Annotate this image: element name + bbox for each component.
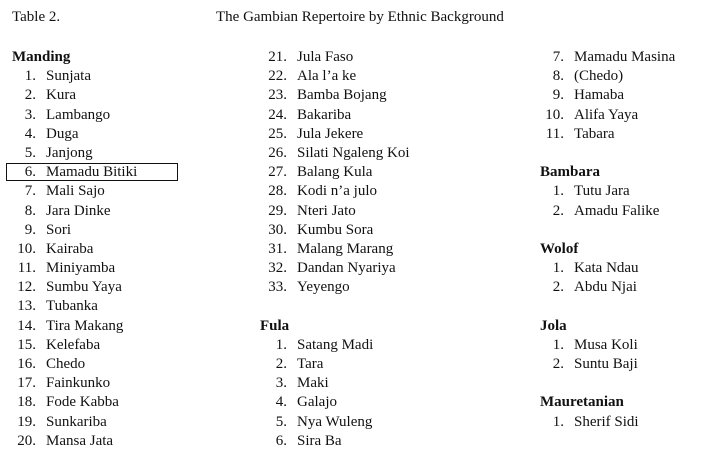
group-heading: Jola <box>540 317 567 334</box>
item-number: 3. <box>275 375 287 392</box>
list-item <box>12 317 137 336</box>
item-number: 23. <box>268 87 287 104</box>
item-name: Bamba Bojang <box>297 87 387 104</box>
item-number: 5. <box>275 413 287 430</box>
list-item <box>260 163 410 182</box>
column-3 <box>540 48 675 432</box>
list-item <box>12 374 137 393</box>
item-number: 5. <box>24 144 36 161</box>
item-number: 4. <box>24 125 36 142</box>
item-name: Kelefaba <box>46 336 101 353</box>
item-name: Amadu Falike <box>574 202 660 219</box>
item-number: 1. <box>552 336 564 353</box>
item-number: 2. <box>552 356 564 372</box>
list-item <box>540 67 675 86</box>
item-name: Duga <box>46 125 79 142</box>
item-number: 1. <box>275 336 287 353</box>
group-heading: Bambara <box>540 164 600 181</box>
item-number: 1. <box>552 183 564 200</box>
group-heading: Manding <box>12 49 71 65</box>
list-item <box>12 67 137 86</box>
item-number: 27. <box>268 164 287 181</box>
item-name: Jula Jekere <box>297 125 364 142</box>
list-item <box>540 413 675 432</box>
item-number: 9. <box>552 87 564 104</box>
item-number: 29. <box>268 202 287 219</box>
item-name: Lambango <box>46 106 111 123</box>
list-item <box>260 182 410 201</box>
list-item <box>260 86 410 105</box>
list-item <box>260 106 410 125</box>
item-number: 3. <box>24 106 36 123</box>
list-item <box>540 48 675 67</box>
item-name: Tubanka <box>46 298 98 315</box>
list-item <box>260 240 410 259</box>
item-name: Miniyamba <box>46 260 116 277</box>
item-name: Suntu Baji <box>574 356 638 372</box>
item-number: 10. <box>545 106 564 123</box>
list-item <box>260 48 410 67</box>
list-item <box>12 86 137 105</box>
block-spacer <box>540 374 675 393</box>
item-name: Sunkariba <box>46 413 107 430</box>
column-1 <box>12 48 137 451</box>
item-number: 16. <box>17 356 36 372</box>
item-number: 19. <box>17 413 36 430</box>
block-spacer <box>540 144 675 163</box>
list-item-highlighted <box>12 163 137 182</box>
list-item <box>12 202 137 221</box>
item-name: Abdu Njai <box>574 279 637 296</box>
item-name: Yeyengo <box>297 279 350 296</box>
list-item <box>540 86 675 105</box>
item-name: Sherif Sidi <box>574 413 639 430</box>
list-item <box>540 106 675 125</box>
item-number: 7. <box>552 49 564 65</box>
list-item <box>12 182 137 201</box>
item-number: 1. <box>552 413 564 430</box>
item-number: 1. <box>552 260 564 277</box>
list-item <box>540 336 675 355</box>
column-2 <box>260 48 410 451</box>
item-number: 12. <box>17 279 36 296</box>
list-item <box>260 259 410 278</box>
list-item <box>12 259 137 278</box>
item-name: Maki <box>297 375 329 392</box>
item-name: Fainkunko <box>46 375 111 392</box>
list-item <box>12 393 137 412</box>
item-number: 8. <box>24 202 36 219</box>
list-item <box>260 432 410 451</box>
list-item <box>12 432 137 451</box>
item-name: (Chedo) <box>574 68 624 85</box>
list-item <box>12 240 137 259</box>
list-item <box>12 355 137 374</box>
item-name: Nya Wuleng <box>297 413 373 430</box>
block-spacer <box>540 221 675 240</box>
item-number: 8. <box>552 68 564 85</box>
item-name: Jara Dinke <box>46 202 111 219</box>
item-name: Silati Ngaleng Koi <box>297 144 410 161</box>
list-item <box>540 202 675 221</box>
item-number: 11. <box>545 125 564 142</box>
item-name: Sunjata <box>46 68 91 85</box>
item-name: Kairaba <box>46 240 94 257</box>
item-number: 32. <box>268 260 287 277</box>
item-number: 14. <box>17 317 36 334</box>
item-number: 25. <box>268 125 287 142</box>
item-name: Tara <box>297 356 324 372</box>
item-name: Chedo <box>46 356 86 372</box>
group-heading: Wolof <box>540 240 579 257</box>
item-number: 11. <box>17 260 36 277</box>
item-name: Sumbu Yaya <box>46 279 122 296</box>
item-name: Malang Marang <box>297 240 394 257</box>
item-name: Tira Makang <box>46 317 124 334</box>
item-name: Mali Sajo <box>46 183 105 200</box>
item-number: 31. <box>268 240 287 257</box>
item-number: 6. <box>275 432 287 449</box>
list-item <box>12 413 137 432</box>
item-number: 18. <box>17 394 36 411</box>
list-item <box>12 144 137 163</box>
table-label: Table 2. <box>12 9 61 25</box>
item-number: 7. <box>24 183 36 200</box>
list-item <box>260 278 410 297</box>
list-item <box>260 336 410 355</box>
group-heading: Mauretanian <box>540 394 624 411</box>
item-number: 22. <box>268 68 287 85</box>
list-item <box>260 393 410 412</box>
list-item <box>12 336 137 355</box>
list-item <box>260 413 410 432</box>
item-number: 2. <box>24 87 36 104</box>
item-number: 15. <box>17 336 36 353</box>
list-item <box>540 259 675 278</box>
item-name: Mamadu Bitiki <box>46 164 138 181</box>
item-number: 24. <box>268 106 287 123</box>
list-item <box>12 125 137 144</box>
list-item <box>12 278 137 297</box>
item-name: Alifa Yaya <box>574 106 639 123</box>
item-name: Galajo <box>297 394 337 411</box>
list-item <box>260 202 410 221</box>
item-number: 26. <box>268 144 287 161</box>
item-number: 21. <box>268 49 287 65</box>
list-item <box>260 374 410 393</box>
item-name: Ala l’a ke <box>297 68 357 85</box>
item-number: 2. <box>552 279 564 296</box>
list-item <box>540 182 675 201</box>
item-name: Nteri Jato <box>297 202 356 219</box>
list-item <box>260 355 410 374</box>
item-name: Satang Madi <box>297 336 374 353</box>
list-item <box>540 278 675 297</box>
item-name: Hamaba <box>574 87 624 104</box>
item-name: Sori <box>46 221 72 238</box>
item-name: Kura <box>46 87 76 104</box>
item-number: 13. <box>17 298 36 315</box>
item-number: 1. <box>24 68 36 85</box>
list-item <box>12 106 137 125</box>
item-number: 9. <box>24 221 36 238</box>
item-name: Tutu Jara <box>574 183 630 200</box>
item-name: Kumbu Sora <box>297 221 374 238</box>
list-item <box>540 355 675 374</box>
list-item <box>260 67 410 86</box>
list-item <box>260 125 410 144</box>
item-name: Mamadu Masina <box>574 49 676 65</box>
item-number: 4. <box>275 394 287 411</box>
item-name: Balang Kula <box>297 164 373 181</box>
item-number: 33. <box>268 279 287 296</box>
item-name: Janjong <box>46 144 93 161</box>
item-number: 6. <box>24 164 36 181</box>
item-number: 2. <box>275 356 287 372</box>
item-name: Jula Faso <box>297 49 354 65</box>
item-name: Musa Koli <box>574 336 638 353</box>
list-item <box>260 221 410 240</box>
list-item <box>260 144 410 163</box>
item-number: 28. <box>268 183 287 200</box>
table-title: The Gambian Repertoire by Ethnic Background <box>216 9 504 25</box>
block-spacer <box>540 297 675 316</box>
item-name: Sira Ba <box>297 432 342 449</box>
item-number: 17. <box>17 375 36 392</box>
item-name: Bakariba <box>297 106 352 123</box>
item-name: Fode Kabba <box>46 394 119 411</box>
block-spacer <box>260 297 410 316</box>
item-name: Kata Ndau <box>574 260 639 277</box>
item-name: Kodi n’a julo <box>297 183 377 200</box>
item-name: Dandan Nyariya <box>297 260 396 277</box>
group-heading: Fula <box>260 317 290 334</box>
item-number: 2. <box>552 202 564 219</box>
list-item <box>12 221 137 240</box>
item-number: 30. <box>268 221 287 238</box>
list-item <box>540 125 675 144</box>
item-number: 20. <box>17 432 36 449</box>
item-number: 10. <box>17 240 36 257</box>
item-name: Mansa Jata <box>46 432 114 449</box>
item-name: Tabara <box>574 125 615 142</box>
list-item <box>12 297 137 316</box>
